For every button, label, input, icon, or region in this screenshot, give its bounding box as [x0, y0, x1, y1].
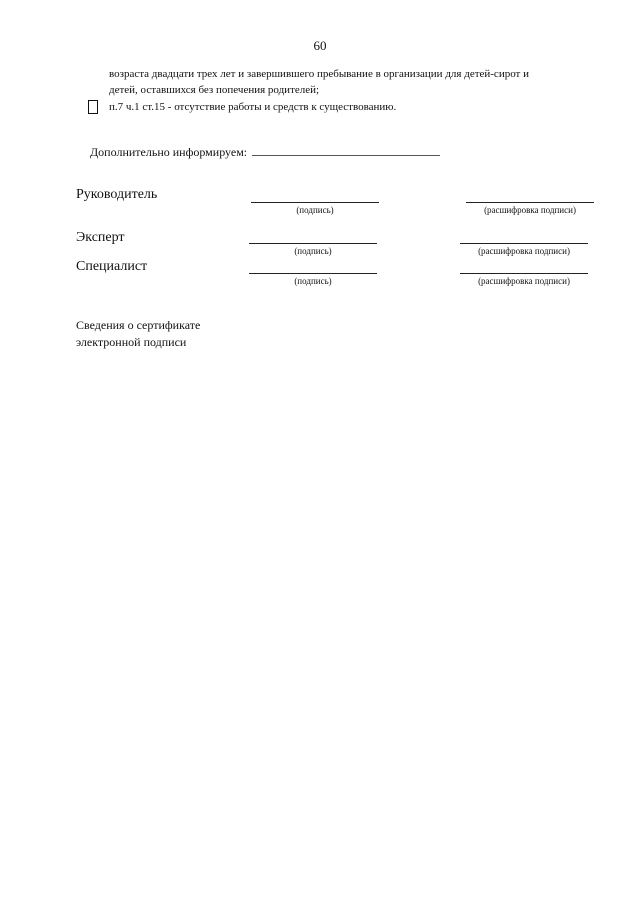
name-caption-head: (расшифровка подписи)	[484, 205, 576, 215]
additional-info-field[interactable]	[252, 146, 440, 156]
name-caption-expert: (расшифровка подписи)	[478, 246, 570, 256]
signature-caption-specialist: (подпись)	[294, 276, 332, 286]
paragraph-line-2: детей, оставшихся без попечения родителей;	[109, 84, 320, 96]
certificate-line-2: электронной подписи	[76, 335, 187, 349]
additional-info-row	[90, 145, 440, 160]
role-specialist: Специалист	[76, 259, 148, 274]
signature-line-head[interactable]	[251, 202, 379, 203]
checkbox[interactable]	[88, 100, 98, 114]
signature-line-specialist[interactable]	[249, 273, 377, 274]
checkbox-label: п.7 ч.1 ст.15 - отсутствие работы и средств к существованию.	[109, 101, 397, 113]
role-expert: Эксперт	[76, 230, 125, 245]
name-line-expert[interactable]	[460, 243, 588, 244]
name-line-head[interactable]	[466, 202, 594, 203]
additional-info-label: Дополнительно информируем:	[90, 145, 248, 159]
name-caption-specialist: (расшифровка подписи)	[478, 276, 570, 286]
role-head: Руководитель	[76, 187, 158, 202]
paragraph-line-1: возраста двадцати трех лет и завершившего пребывание в организации для детей-сирот и	[109, 68, 530, 80]
certificate-line-1: Сведения о сертификате	[76, 318, 201, 332]
page-number: 60	[313, 38, 327, 53]
name-line-specialist[interactable]	[460, 273, 588, 274]
signature-caption-expert: (подпись)	[294, 246, 332, 256]
signature-line-expert[interactable]	[249, 243, 377, 244]
signature-caption-head: (подпись)	[296, 205, 334, 215]
